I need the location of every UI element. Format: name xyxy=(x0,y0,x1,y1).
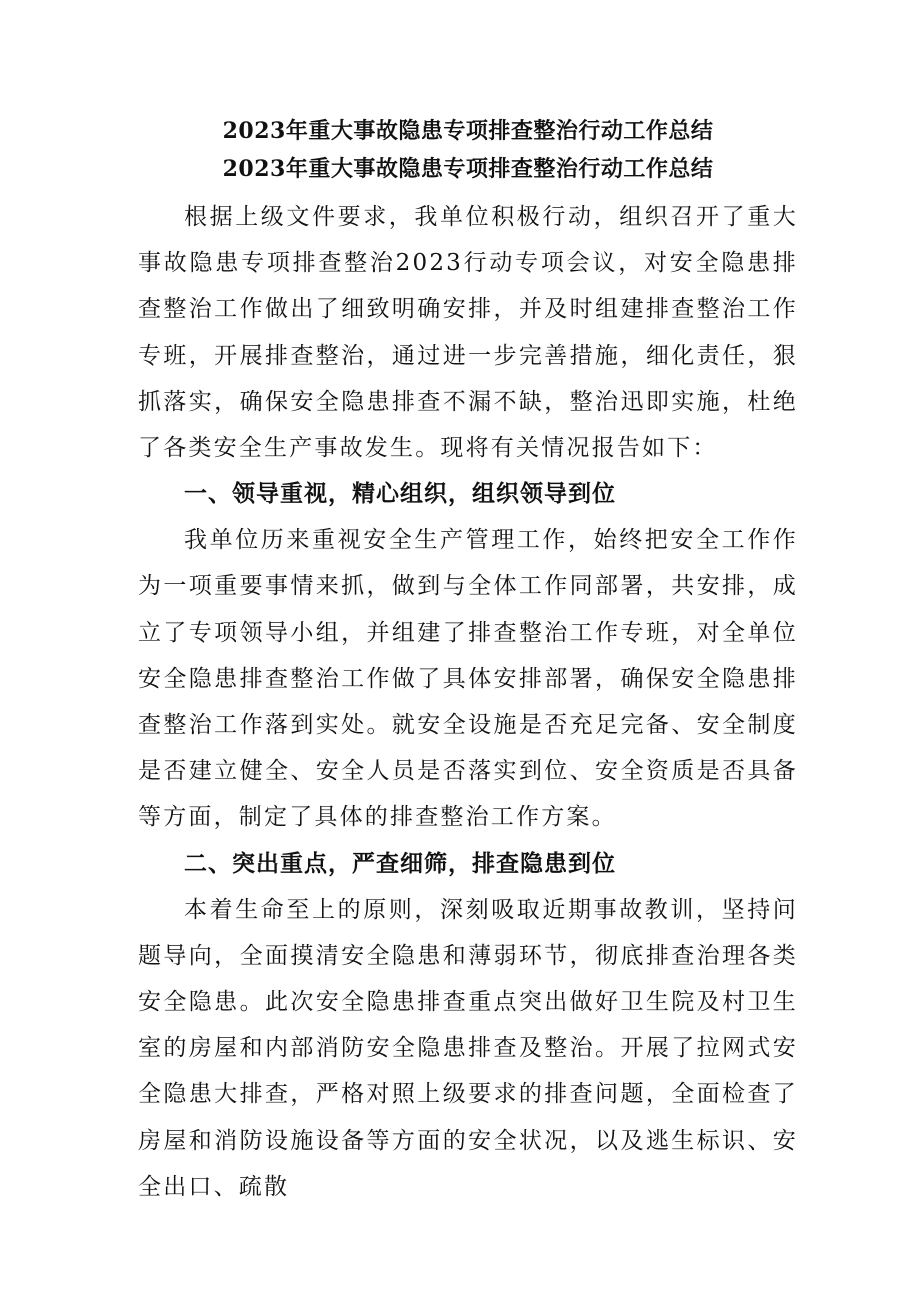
section-body-2: 本着生命至上的原则，深刻吸取近期事故教训，坚持问题导向，全面摸清安全隐患和薄弱环节，彻底排查治理各类安全隐患。此次安全隐患排查重点突出做好卫生院及村卫生室的房屋和内部消防安全隐患排查及整治。开展了拉网式安全隐患大排查，严格对照上级要求的排查问题，全面检查了房屋和消防设施设备等方面的安全状况，以及逃生标识、安全出口、疏散 xyxy=(138,896,798,1200)
document-title: 2023年重大事故隐患专项排查整治行动工作总结 xyxy=(222,118,714,144)
document-page xyxy=(138,112,798,1210)
document-title-repeat: 2023年重大事故隐患专项排查整治行动工作总结 xyxy=(222,156,714,182)
intro-paragraph: 根据上级文件要求，我单位积极行动，组织召开了重大事故隐患专项排查整治2023行动专项会议，对安全隐患排查整治工作做出了细致明确安排，并及时组建排查整治工作专班，开展排查整治，通过进一步完善措施，细化责任，狠抓落实，确保安全隐患排查不漏不缺，整治迅即实施，杜绝了各类安全生产事故发生。现将有关情况报告如下： xyxy=(138,204,798,462)
section-heading-2: 二、突出重点，严查细筛，排查隐患到位 xyxy=(184,849,616,877)
section-heading-1: 一、领导重视，精心组织，组织领导到位 xyxy=(184,480,616,508)
section-body-1: 我单位历来重视安全生产管理工作，始终把安全工作作为一项重要事情来抓，做到与全体工作同部署，共安排，成立了专项领导小组，并组建了排查整治工作专班，对全单位安全隐患排查整治工作做了具体安排部署，确保安全隐患排查整治工作落到实处。就安全设施是否充足完备、安全制度是否建立健全、安全人员是否落实到位、安全资质是否具备等方面，制定了具体的排查整治工作方案。 xyxy=(138,527,798,831)
